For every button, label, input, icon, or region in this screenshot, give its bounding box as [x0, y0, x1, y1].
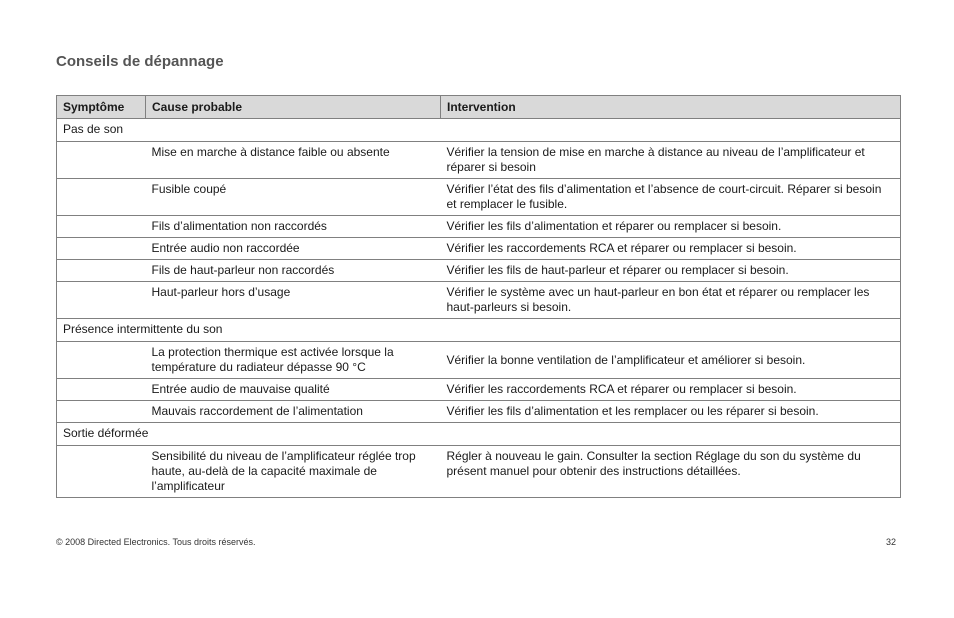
symptom-empty-cell	[57, 446, 146, 498]
table-row	[57, 260, 901, 282]
table-row	[57, 379, 901, 401]
cause-cell: La protection thermique est activée lorsque la température du radiateur dépasse 90 °C	[146, 342, 441, 379]
page-number: 32	[885, 537, 896, 547]
table-row	[57, 446, 901, 498]
table-row	[57, 179, 901, 216]
cause-cell: Fils de haut-parleur non raccordés	[146, 260, 441, 282]
cause-cell: Fils d’alimentation non raccordés	[146, 216, 441, 238]
troubleshooting-table	[56, 95, 901, 498]
header-intervention: Intervention	[441, 96, 901, 119]
symptom-empty-cell	[57, 379, 146, 401]
action-cell: Vérifier les fils de haut-parleur et réparer ou remplacer si besoin.	[441, 260, 901, 282]
cause-cell: Fusible coupé	[146, 179, 441, 216]
cause-cell: Mise en marche à distance faible ou absente	[146, 142, 441, 179]
cause-cell: Entrée audio de mauvaise qualité	[146, 379, 441, 401]
header-cause: Cause probable	[146, 96, 441, 119]
cause-cell: Haut-parleur hors d’usage	[146, 282, 441, 319]
cause-cell: Sensibilité du niveau de l’amplificateur réglée trop haute, au-delà de la capacité maximale de l’amplificateur	[146, 446, 441, 498]
symptom-empty-cell	[57, 282, 146, 319]
symptom-empty-cell	[57, 142, 146, 179]
action-cell: Vérifier la bonne ventilation de l’amplificateur et améliorer si besoin.	[441, 342, 901, 379]
action-cell: Régler à nouveau le gain. Consulter la section Réglage du son du système du présent manuel pour obtenir des instructions détaillées.	[441, 446, 901, 498]
cause-cell: Entrée audio non raccordée	[146, 238, 441, 260]
table-row	[57, 282, 901, 319]
table-row	[57, 342, 901, 379]
table-row	[57, 401, 901, 423]
symptom-empty-cell	[57, 179, 146, 216]
symptom-empty-cell	[57, 216, 146, 238]
symptom-cell: Sortie déformée	[57, 423, 901, 446]
action-cell: Vérifier les fils d’alimentation et réparer ou remplacer si besoin.	[441, 216, 901, 238]
symptom-empty-cell	[57, 401, 146, 423]
symptom-empty-cell	[57, 238, 146, 260]
action-cell: Vérifier les raccordements RCA et réparer ou remplacer si besoin.	[441, 379, 901, 401]
symptom-row	[57, 319, 901, 342]
table-row	[57, 216, 901, 238]
symptom-row	[57, 119, 901, 142]
action-cell: Vérifier les fils d’alimentation et les remplacer ou les réparer si besoin.	[441, 401, 901, 423]
cause-cell: Mauvais raccordement de l’alimentation	[146, 401, 441, 423]
symptom-cell: Pas de son	[57, 119, 901, 142]
action-cell: Vérifier les raccordements RCA et réparer ou remplacer si besoin.	[441, 238, 901, 260]
action-cell: Vérifier la tension de mise en marche à distance au niveau de l’amplificateur et réparer si besoin	[441, 142, 901, 179]
header-symptom: Symptôme	[57, 96, 146, 119]
symptom-cell: Présence intermittente du son	[57, 319, 901, 342]
table-row	[57, 142, 901, 179]
symptom-empty-cell	[57, 260, 146, 282]
action-cell: Vérifier le système avec un haut-parleur en bon état et réparer ou remplacer les haut-parleurs si besoin.	[441, 282, 901, 319]
action-cell: Vérifier l’état des fils d’alimentation et l’absence de court-circuit. Réparer si besoin et remplacer le fusible.	[441, 179, 901, 216]
page-title: Conseils de dépannage	[56, 53, 224, 70]
footer-copyright: © 2008 Directed Electronics. Tous droits réservés.	[56, 537, 256, 547]
table-row	[57, 238, 901, 260]
table-header-row	[57, 96, 901, 119]
symptom-empty-cell	[57, 342, 146, 379]
symptom-row	[57, 423, 901, 446]
